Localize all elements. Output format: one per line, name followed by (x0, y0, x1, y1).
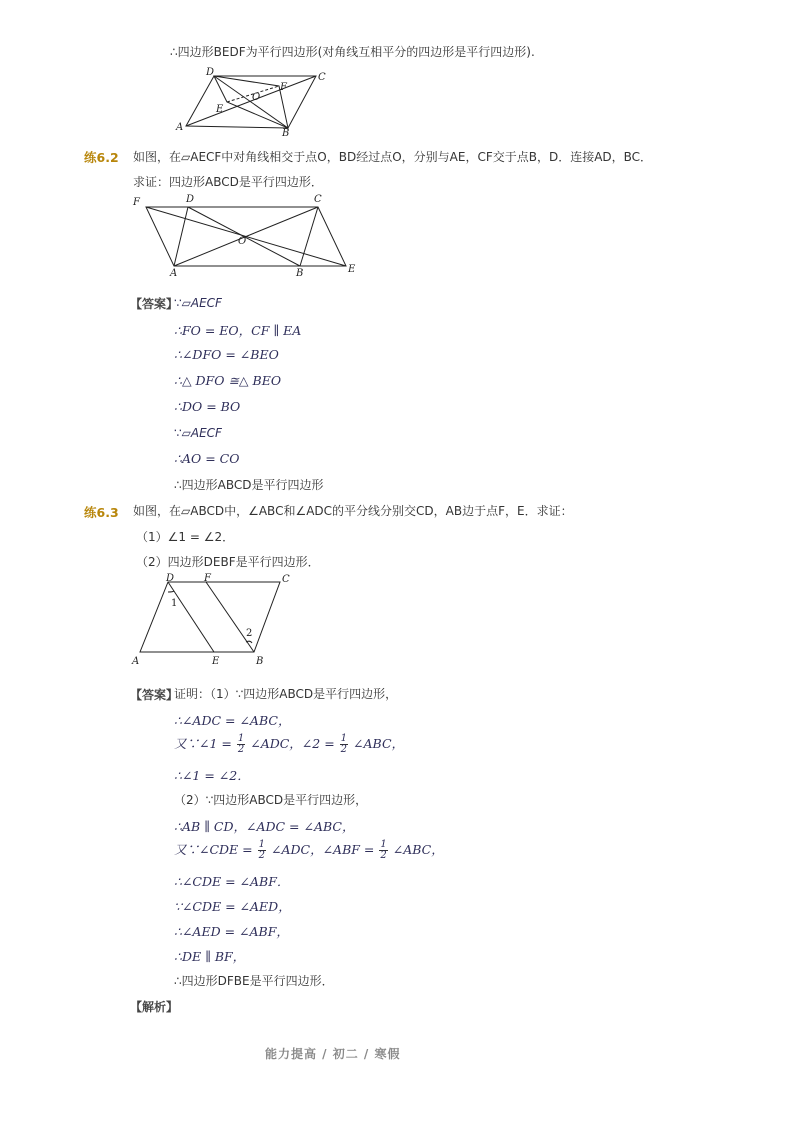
ex62-answer-line: ∴DO = BO (174, 399, 241, 414)
text-segment: ∠ABC， (392, 842, 444, 857)
exercise-6-3-part1: （1）∠1 = ∠2． (136, 530, 235, 544)
exercise-6-3-label: 练6.3 (84, 505, 119, 520)
fig3-angle-2: 2 (246, 628, 253, 639)
fraction-numerator: 1 (237, 733, 245, 744)
fig1-label-a: A (176, 122, 184, 133)
ex62-answer-label: 【答案】 (130, 297, 179, 311)
fig1-label-c: C (318, 72, 326, 83)
exercise-6-2-prove: 求证：四边形ABCD是平行四边形． (133, 175, 323, 189)
text-segment: ∠ADC，∠ABF = (270, 842, 375, 857)
ex63-answer-line: ∵∠CDE = ∠AED， (174, 899, 291, 914)
ex63-answer-first: 证明：（1）∵四边形ABCD是平行四边形， (174, 687, 398, 701)
ex63-answer-line-fraction (174, 734, 404, 755)
text-segment: 又∵∠1 = (174, 736, 232, 751)
fig3-label-d: D (166, 573, 175, 584)
top-conclusion-line: ∴四边形BEDF为平行四边形(对角线互相平分的四边形是平行四边形). (170, 45, 535, 59)
ex63-answer-line: ∴DE ∥ BF， (174, 949, 246, 964)
ex62-answer-line: ∴∠DFO = ∠BEO (174, 347, 279, 362)
fraction-denominator: 2 (380, 850, 387, 861)
text-segment: ∠ABC， (353, 736, 405, 751)
ex62-answer-line: ∴FO = EO，CF ∥ EA (174, 323, 302, 338)
fig1-label-b: B (282, 128, 290, 139)
fig3-label-a: A (132, 656, 140, 667)
figure-parallelogram-bedf (170, 62, 340, 142)
exercise-6-2-question: 如图，在▱AECF中对角线相交于点O，BD经过点O，分别与AE，CF交于点B，D．连接AD，BC． (133, 150, 653, 164)
text-segment: ∠ADC，∠2 = (250, 736, 335, 751)
fig2-label-o: O (238, 236, 247, 247)
fig3-label-b: B (256, 656, 264, 667)
figure-aecf (128, 190, 368, 280)
fraction-numerator: 1 (380, 839, 387, 850)
fig2-label-b: B (296, 268, 304, 279)
fig1-label-o: O (252, 92, 261, 103)
text-segment: 又∵∠CDE = (174, 842, 253, 857)
fig3-angle-1: 1 (171, 598, 178, 609)
fraction-denominator: 2 (237, 744, 245, 755)
fig2-label-d: D (186, 194, 195, 205)
fraction-half (258, 840, 266, 861)
fraction-denominator: 2 (258, 850, 265, 861)
fig1-label-f: F (280, 82, 287, 93)
fraction-numerator: 1 (258, 839, 265, 850)
ex63-answer-line: ∴∠1 = ∠2． (174, 768, 250, 783)
ex62-answer-line: ∴四边形ABCD是平行四边形 (174, 478, 324, 492)
ex63-answer-line: ∴AB ∥ CD，∠ADC = ∠ABC， (174, 819, 355, 834)
exercise-6-3-part2: （2）四边形DEBF是平行四边形． (136, 555, 320, 569)
fig2-label-e: E (348, 264, 356, 275)
ex63-answer-line: （2）∵四边形ABCD是平行四边形， (174, 793, 368, 807)
fig1-label-d: D (206, 67, 215, 78)
fraction-numerator: 1 (340, 733, 348, 744)
ex63-answer-label: 【答案】 (130, 688, 179, 702)
fraction-half (237, 734, 245, 755)
ex62-answer-line: ∵▱AECF (174, 426, 222, 440)
ex63-answer-line: ∴∠CDE = ∠ABF． (174, 874, 290, 889)
fig3-label-e: E (212, 656, 220, 667)
fig3-label-f: F (204, 573, 211, 584)
fraction-half (340, 734, 348, 755)
ex63-answer-line: ∴四边形DFBE是平行四边形． (174, 974, 334, 988)
ex63-answer-line-fraction (174, 840, 444, 861)
fraction-denominator: 2 (340, 744, 348, 755)
fig1-label-e: E (216, 104, 224, 115)
ex63-answer-line: ∴∠ADC = ∠ABC， (174, 713, 291, 728)
figure-abcd-bisectors (128, 570, 308, 670)
fraction-half (379, 840, 387, 861)
page-footer: 能力提高 / 初二 / 寒假 (265, 1047, 401, 1061)
fig3-label-c: C (282, 574, 290, 585)
exercise-6-2-label: 练6.2 (84, 150, 119, 165)
ex62-answer-line: ∴AO = CO (174, 451, 240, 466)
ex63-answer-line: ∴∠AED = ∠ABF， (174, 924, 289, 939)
fig2-label-c: C (314, 194, 322, 205)
fig2-label-f: F (133, 197, 140, 208)
ex62-answer-line: ∴△ DFO ≅△ BEO (174, 373, 282, 388)
exercise-6-3-question: 如图，在▱ABCD中，∠ABC和∠ADC的平分线分别交CD，AB边于点F，E．求证： (133, 504, 573, 518)
fig2-label-a: A (170, 268, 178, 279)
ex63-analysis-label: 【解析】 (130, 1000, 179, 1014)
ex62-answer-line: ∵▱AECF (174, 296, 222, 310)
